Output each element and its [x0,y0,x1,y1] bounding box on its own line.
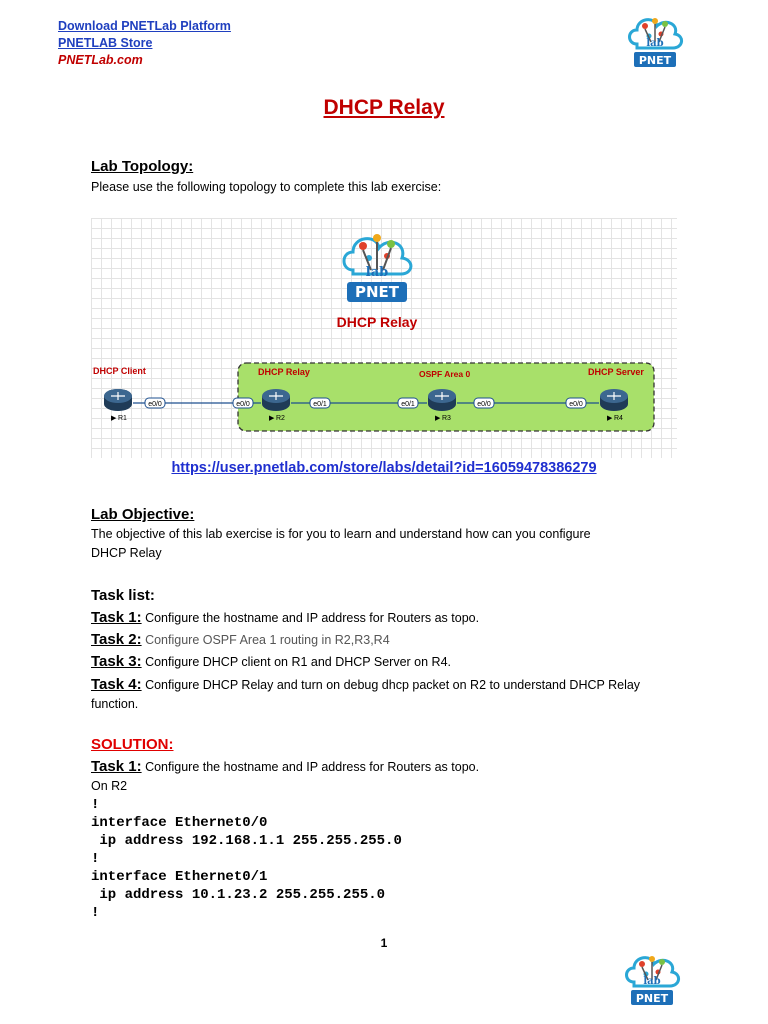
objective-heading: Lab Objective: [91,506,195,523]
site-name: PNETLab.com [58,53,143,67]
iface-r3-e0-1: e0/1 [401,401,415,408]
task-4 [91,676,640,693]
label-ospf-area: OSPF Area 0 [419,369,471,379]
task-4-text: Configure DHCP Relay and turn on debug dhcp packet on R2 to understand DHCP Relay [145,678,641,692]
router-r1-icon [104,389,132,411]
router-label-r4: R4 [614,415,623,422]
iface-r3-e0-0: e0/0 [477,401,491,408]
objective-line-2: DHCP Relay [91,546,162,560]
code-line: interface Ethernet0/1 [91,869,268,885]
code-line: ip address 192.168.1.1 255.255.255.0 [91,833,402,849]
solution-task-1-label: Task 1: [91,758,142,775]
objective-line-1: The objective of this lab exercise is for you to learn and understand how can you configure [91,527,591,541]
code-line: ip address 10.1.23.2 255.255.255.0 [91,887,386,903]
task-2-label: Task 2: [91,631,142,648]
router-r3-icon [428,389,456,411]
bottom-logo-lab-text: lab [643,976,661,987]
task-list-heading: Task list: [91,587,155,604]
code-line: ! [91,851,100,867]
task-3-label: Task 3: [91,653,142,670]
router-r4-icon [600,389,628,411]
diagram-pnet-text: PNET [354,283,400,301]
solution-on-r2: On R2 [91,779,128,793]
page-title: DHCP Relay [323,96,445,119]
download-pnetlab-link[interactable]: Download PNETLab Platform [58,19,231,33]
router-label-r1: R1 [118,415,127,422]
code-line: ! [91,797,100,813]
solution-task-1-text: Configure the hostname and IP address for Routers as topo. [145,760,480,774]
logo-pnet-text: PNET [638,54,672,67]
task-2-text: Configure OSPF Area 1 routing in R2,R3,R4 [145,633,390,647]
router-label-r2: R2 [276,415,285,422]
task-1 [91,609,479,626]
logo-lab-text: lab [646,38,664,49]
router-label-r3: R3 [442,415,451,422]
svg-text:▶: ▶ [435,415,441,422]
task-3-text: Configure DHCP client on R1 and DHCP Server on R4. [145,655,452,669]
pnet-logo-bottom-icon [622,950,682,1020]
svg-text:▶: ▶ [111,415,117,422]
code-line: ! [91,905,100,921]
diagram-pnet-logo-icon [344,234,411,302]
label-dhcp-relay: DHCP Relay [258,367,310,377]
iface-r2-e0-1: e0/1 [313,401,327,408]
iface-r4-e0-0: e0/0 [569,401,583,408]
pnetlab-store-link[interactable]: PNETLAB Store [58,36,153,50]
task-1-text: Configure the hostname and IP address for Routers as topo. [145,611,480,625]
topology-diagram [91,218,677,458]
iface-r1-e0-0: e0/0 [148,401,162,408]
label-dhcp-client: DHCP Client [93,366,146,376]
bottom-logo-pnet-text: PNET [635,992,669,1005]
label-dhcp-server: DHCP Server [588,367,644,377]
diagram-title: DHCP Relay [336,314,418,330]
pnet-logo-icon [625,12,685,82]
task-4-text-cont: function. [91,697,139,711]
topology-intro: Please use the following topology to complete this lab exercise: [91,180,442,194]
lab-store-link[interactable]: https://user.pnetlab.com/store/labs/detail?id=16059478386279 [171,460,597,476]
task-1-label: Task 1: [91,609,142,626]
diagram-lab-text: lab [365,265,389,280]
page-number: 1 [380,936,388,950]
code-line: interface Ethernet0/0 [91,815,268,831]
task-2 [91,631,390,648]
svg-text:▶: ▶ [269,415,275,422]
solution-heading: SOLUTION: [91,736,174,753]
iface-r2-e0-0: e0/0 [236,401,250,408]
task-3 [91,653,451,670]
router-r2-icon [262,389,290,411]
solution-task-1 [91,758,479,775]
task-4-label: Task 4: [91,676,142,693]
svg-text:▶: ▶ [607,415,613,422]
topology-heading: Lab Topology: [91,158,194,175]
